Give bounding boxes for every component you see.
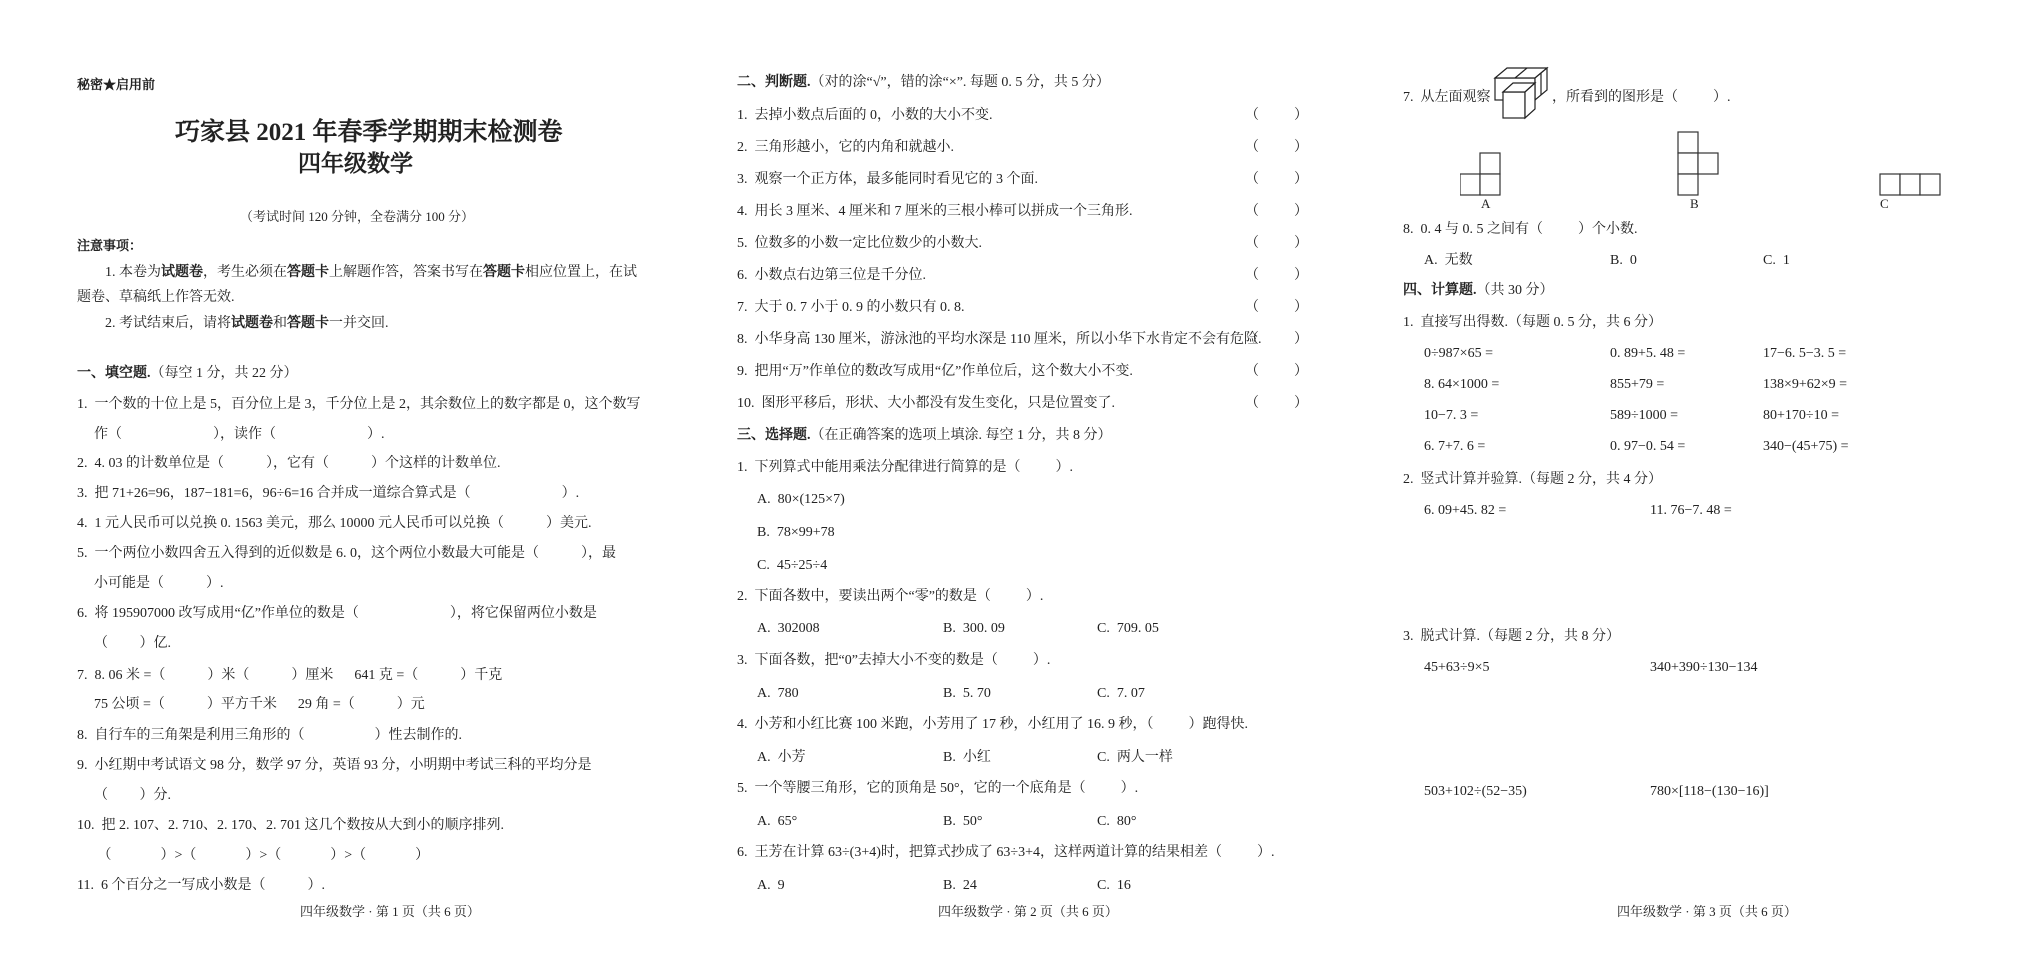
calc-expression: 80+170÷10 = bbox=[1763, 408, 1839, 423]
choice-option: B. 300. 09 bbox=[943, 621, 1005, 636]
choice-question: 1. 下列算式中能用乘法分配律进行简算的是（ ）. bbox=[737, 460, 1073, 475]
calc-expression: 0. 89+5. 48 = bbox=[1610, 346, 1686, 361]
question-line: 3. 把 71+26=96，187−181=6，96÷6=16 合并成一道综合算式是（ ）. bbox=[77, 486, 580, 501]
section-desc: （每空 1 分，共 22 分） bbox=[150, 366, 298, 381]
answer-bracket: （ ） bbox=[1245, 140, 1308, 155]
judge-item: 5. 位数多的小数一定比位数少的小数大. bbox=[737, 236, 982, 251]
option-c-shape bbox=[1880, 174, 1940, 195]
calc-expression: 0÷987×65 = bbox=[1424, 346, 1493, 361]
choice-option: B. 50° bbox=[943, 814, 983, 829]
section-3-heading bbox=[737, 427, 1112, 445]
note-1 bbox=[105, 264, 637, 282]
calc-expression: 503+102÷(52−35) bbox=[1424, 784, 1527, 799]
question-line: 6. 将 195907000 改写成用“亿”作单位的数是（ ），将它保留两位小数是 bbox=[77, 606, 597, 621]
question-line: （ ）>（ ）>（ ）>（ ） bbox=[94, 848, 430, 863]
exam-info: （考试时间 120 分钟，全卷满分 100 分） bbox=[240, 209, 475, 224]
note-2 bbox=[105, 315, 389, 333]
note-1-cont: 题卷、草稿纸上作答无效. bbox=[77, 290, 235, 305]
choice-option: A. 780 bbox=[757, 686, 799, 701]
exam-title: 巧家县 2021 年春季学期期末检测卷 bbox=[175, 119, 563, 146]
figure-label: B bbox=[1690, 196, 1699, 211]
sub-question: 3. 脱式计算.（每题 2 分，共 8 分） bbox=[1403, 629, 1620, 644]
calc-expression: 6. 7+7. 6 = bbox=[1424, 439, 1486, 454]
page-footer: 四年级数学 · 第 1 页（共 6 页） bbox=[300, 904, 480, 919]
note-bold: 答题卡 bbox=[287, 316, 329, 331]
choice-option: A. 80×(125×7) bbox=[757, 492, 845, 507]
choice-question: 3. 下面各数，把“0”去掉大小不变的数是（ ）. bbox=[737, 653, 1051, 668]
choice-option: C. 709. 05 bbox=[1097, 621, 1159, 636]
note-text: 相应位置上，在试 bbox=[525, 265, 637, 280]
judge-item: 4. 用长 3 厘米、4 厘米和 7 厘米的三根小棒可以拼成一个三角形. bbox=[737, 204, 1133, 219]
section-title: 一、填空题. bbox=[77, 366, 151, 381]
calc-expression: 45+63÷9×5 bbox=[1424, 660, 1490, 675]
question-line: 1. 一个数的十位上是 5，百分位上是 3，千分位上是 2，其余数位上的数字都是 0，这个数写 bbox=[77, 397, 641, 412]
calc-expression: 0. 97−0. 54 = bbox=[1610, 439, 1686, 454]
answer-bracket: （ ） bbox=[1245, 172, 1308, 187]
cube-stack-figure bbox=[1493, 66, 1551, 122]
notes-title: 注意事项： bbox=[77, 238, 143, 253]
note-bold: 试题卷 bbox=[231, 316, 273, 331]
question-line: （ ）亿. bbox=[94, 636, 171, 651]
choice-option: C. 1 bbox=[1763, 253, 1790, 268]
question-line: 8. 自行车的三角架是利用三角形的（ ）性去制作的. bbox=[77, 728, 462, 743]
choice-question: 7. 从左面观察 bbox=[1403, 90, 1491, 105]
calc-expression: 340+390÷130−134 bbox=[1650, 660, 1758, 675]
section-title: 三、选择题. bbox=[737, 428, 811, 443]
answer-bracket: （ ） bbox=[1245, 332, 1308, 347]
judge-item: 6. 小数点右边第三位是千分位. bbox=[737, 268, 926, 283]
calc-expression: 138×9+62×9 = bbox=[1763, 377, 1848, 392]
choice-option: A. 9 bbox=[757, 878, 785, 893]
choice-option: C. 45÷25÷4 bbox=[757, 558, 828, 573]
figure-label: C bbox=[1880, 196, 1889, 211]
exam-page-1 bbox=[0, 0, 720, 963]
question-line: （ ）分. bbox=[94, 788, 171, 803]
judge-item: 7. 大于 0. 7 小于 0. 9 的小数只有 0. 8. bbox=[737, 300, 965, 315]
note-text: 2. 考试结束后，请将 bbox=[105, 316, 231, 331]
calc-expression: 11. 76−7. 48 = bbox=[1650, 503, 1732, 518]
choice-option: C. 7. 07 bbox=[1097, 686, 1145, 701]
exam-page-3 bbox=[1380, 0, 2040, 963]
figure-label: A bbox=[1481, 196, 1491, 211]
choice-option: A. 302008 bbox=[757, 621, 820, 636]
judge-item: 3. 观察一个正方体，最多能同时看见它的 3 个面. bbox=[737, 172, 1038, 187]
judge-item: 1. 去掉小数点后面的 0，小数的大小不变. bbox=[737, 108, 993, 123]
section-2-heading bbox=[737, 74, 1110, 92]
calc-expression: 6. 09+45. 82 = bbox=[1424, 503, 1507, 518]
choice-option: C. 16 bbox=[1097, 878, 1131, 893]
choice-option: A. 65° bbox=[757, 814, 798, 829]
choice-option: C. 两人一样 bbox=[1097, 750, 1173, 765]
answer-bracket: （ ） bbox=[1245, 108, 1308, 123]
judge-item: 10. 图形平移后，形状、大小都没有发生变化，只是位置变了. bbox=[737, 396, 1115, 411]
judge-item: 9. 把用“万”作单位的数改写成用“亿”作单位后，这个数大小不变. bbox=[737, 364, 1133, 379]
judge-item: 2. 三角形越小，它的内角和就越小. bbox=[737, 140, 954, 155]
question-line: 小可能是（ ）. bbox=[94, 576, 224, 591]
choice-option: C. 80° bbox=[1097, 814, 1137, 829]
section-1-heading bbox=[77, 365, 298, 383]
question-line: 75 公顷 =（ ）平方千米 29 角 =（ ）元 bbox=[94, 697, 425, 712]
choice-option: B. 小红 bbox=[943, 750, 991, 765]
note-text: 1. 本卷为 bbox=[105, 265, 161, 280]
exam-subtitle: 四年级数学 bbox=[298, 151, 413, 176]
option-a-shape bbox=[1460, 153, 1500, 195]
note-bold: 答题卡 bbox=[287, 265, 329, 280]
note-text: 上解题作答，答案书写在 bbox=[329, 265, 483, 280]
answer-bracket: （ ） bbox=[1245, 364, 1308, 379]
note-bold: 答题卡 bbox=[483, 265, 525, 280]
exam-page-2 bbox=[720, 0, 1360, 963]
calc-expression: 17−6. 5−3. 5 = bbox=[1763, 346, 1847, 361]
sub-question: 1. 直接写出得数.（每题 0. 5 分，共 6 分） bbox=[1403, 315, 1662, 330]
question-line: 9. 小红期中考试语文 98 分，数学 97 分，英语 93 分，小明期中考试三科的平均分是 bbox=[77, 758, 592, 773]
question-line: 11. 6 个百分之一写成小数是（ ）. bbox=[77, 878, 325, 893]
calc-expression: 855+79 = bbox=[1610, 377, 1665, 392]
section-title: 四、计算题. bbox=[1403, 283, 1477, 298]
option-b-shape bbox=[1678, 132, 1718, 195]
confidential-label: 秘密★启用前 bbox=[77, 77, 156, 92]
judge-item: 8. 小华身高 130 厘米，游泳池的平均水深是 110 厘米，所以小华下水肯定不会有危险. bbox=[737, 332, 1262, 347]
answer-bracket: （ ） bbox=[1245, 236, 1308, 251]
choice-option: B. 5. 70 bbox=[943, 686, 991, 701]
answer-bracket: （ ） bbox=[1245, 300, 1308, 315]
choice-question: 8. 0. 4 与 0. 5 之间有（ ）个小数. bbox=[1403, 222, 1638, 237]
question-line: 10. 把 2. 107、2. 710、2. 170、2. 701 这几个数按从大到小的顺序排列. bbox=[77, 818, 504, 833]
choice-option: B. 78×99+78 bbox=[757, 525, 835, 540]
calc-expression: 340−(45+75) = bbox=[1763, 439, 1849, 454]
section-title: 二、判断题. bbox=[737, 75, 811, 90]
page-footer: 四年级数学 · 第 2 页（共 6 页） bbox=[938, 904, 1118, 919]
note-text: ，考生必须在 bbox=[203, 265, 287, 280]
calc-expression: 589÷1000 = bbox=[1610, 408, 1679, 423]
choice-option: B. 0 bbox=[1610, 253, 1637, 268]
section-desc: （在正确答案的选项上填涂. 每空 1 分，共 8 分） bbox=[810, 428, 1112, 443]
choice-question: 5. 一个等腰三角形，它的顶角是 50°，它的一个底角是（ ）. bbox=[737, 781, 1139, 796]
note-bold: 试题卷 bbox=[161, 265, 203, 280]
choice-question-suffix: ，所看到的图形是（ ）. bbox=[1552, 90, 1731, 105]
choice-option: B. 24 bbox=[943, 878, 977, 893]
sub-question: 2. 竖式计算并验算.（每题 2 分，共 4 分） bbox=[1403, 472, 1662, 487]
calc-expression: 10−7. 3 = bbox=[1424, 408, 1479, 423]
answer-bracket: （ ） bbox=[1245, 204, 1308, 219]
choice-option: A. 无数 bbox=[1424, 253, 1473, 268]
question-line: 4. 1 元人民币可以兑换 0. 1563 美元，那么 10000 元人民币可以兑换（ ）美元. bbox=[77, 516, 592, 531]
answer-bracket: （ ） bbox=[1245, 396, 1308, 411]
note-text: 和 bbox=[273, 316, 287, 331]
calc-expression: 8. 64×1000 = bbox=[1424, 377, 1500, 392]
choice-question: 2. 下面各数中，要读出两个“零”的数是（ ）. bbox=[737, 589, 1044, 604]
choice-question: 4. 小芳和小红比赛 100 米跑，小芳用了 17 秒，小红用了 16. 9 秒，（ ）跑得快. bbox=[737, 717, 1248, 732]
calc-expression: 780×[118−(130−16)] bbox=[1650, 784, 1769, 799]
question-line: 7. 8. 06 米 =（ ）米（ ）厘米 641 克 =（ ）千克 bbox=[77, 668, 503, 683]
question-line: 5. 一个两位小数四舍五入得到的近似数是 6. 0，这个两位小数最大可能是（ ），最 bbox=[77, 546, 616, 561]
section-desc: （共 30 分） bbox=[1476, 283, 1554, 298]
choice-question: 6. 王芳在计算 63÷(3+4)时，把算式抄成了 63÷3+4，这样两道计算的结果相差（ ）. bbox=[737, 845, 1275, 860]
page-footer: 四年级数学 · 第 3 页（共 6 页） bbox=[1617, 904, 1797, 919]
answer-bracket: （ ） bbox=[1245, 268, 1308, 283]
choice-option: A. 小芳 bbox=[757, 750, 806, 765]
note-text: 一并交回. bbox=[329, 316, 389, 331]
question-line: 2. 4. 03 的计数单位是（ ），它有（ ）个这样的计数单位. bbox=[77, 456, 501, 471]
question-line: 作（ ），读作（ ）. bbox=[94, 427, 385, 442]
section-desc: （对的涂“√”，错的涂“×”. 每题 0. 5 分，共 5 分） bbox=[810, 75, 1110, 90]
section-4-heading bbox=[1403, 282, 1554, 300]
